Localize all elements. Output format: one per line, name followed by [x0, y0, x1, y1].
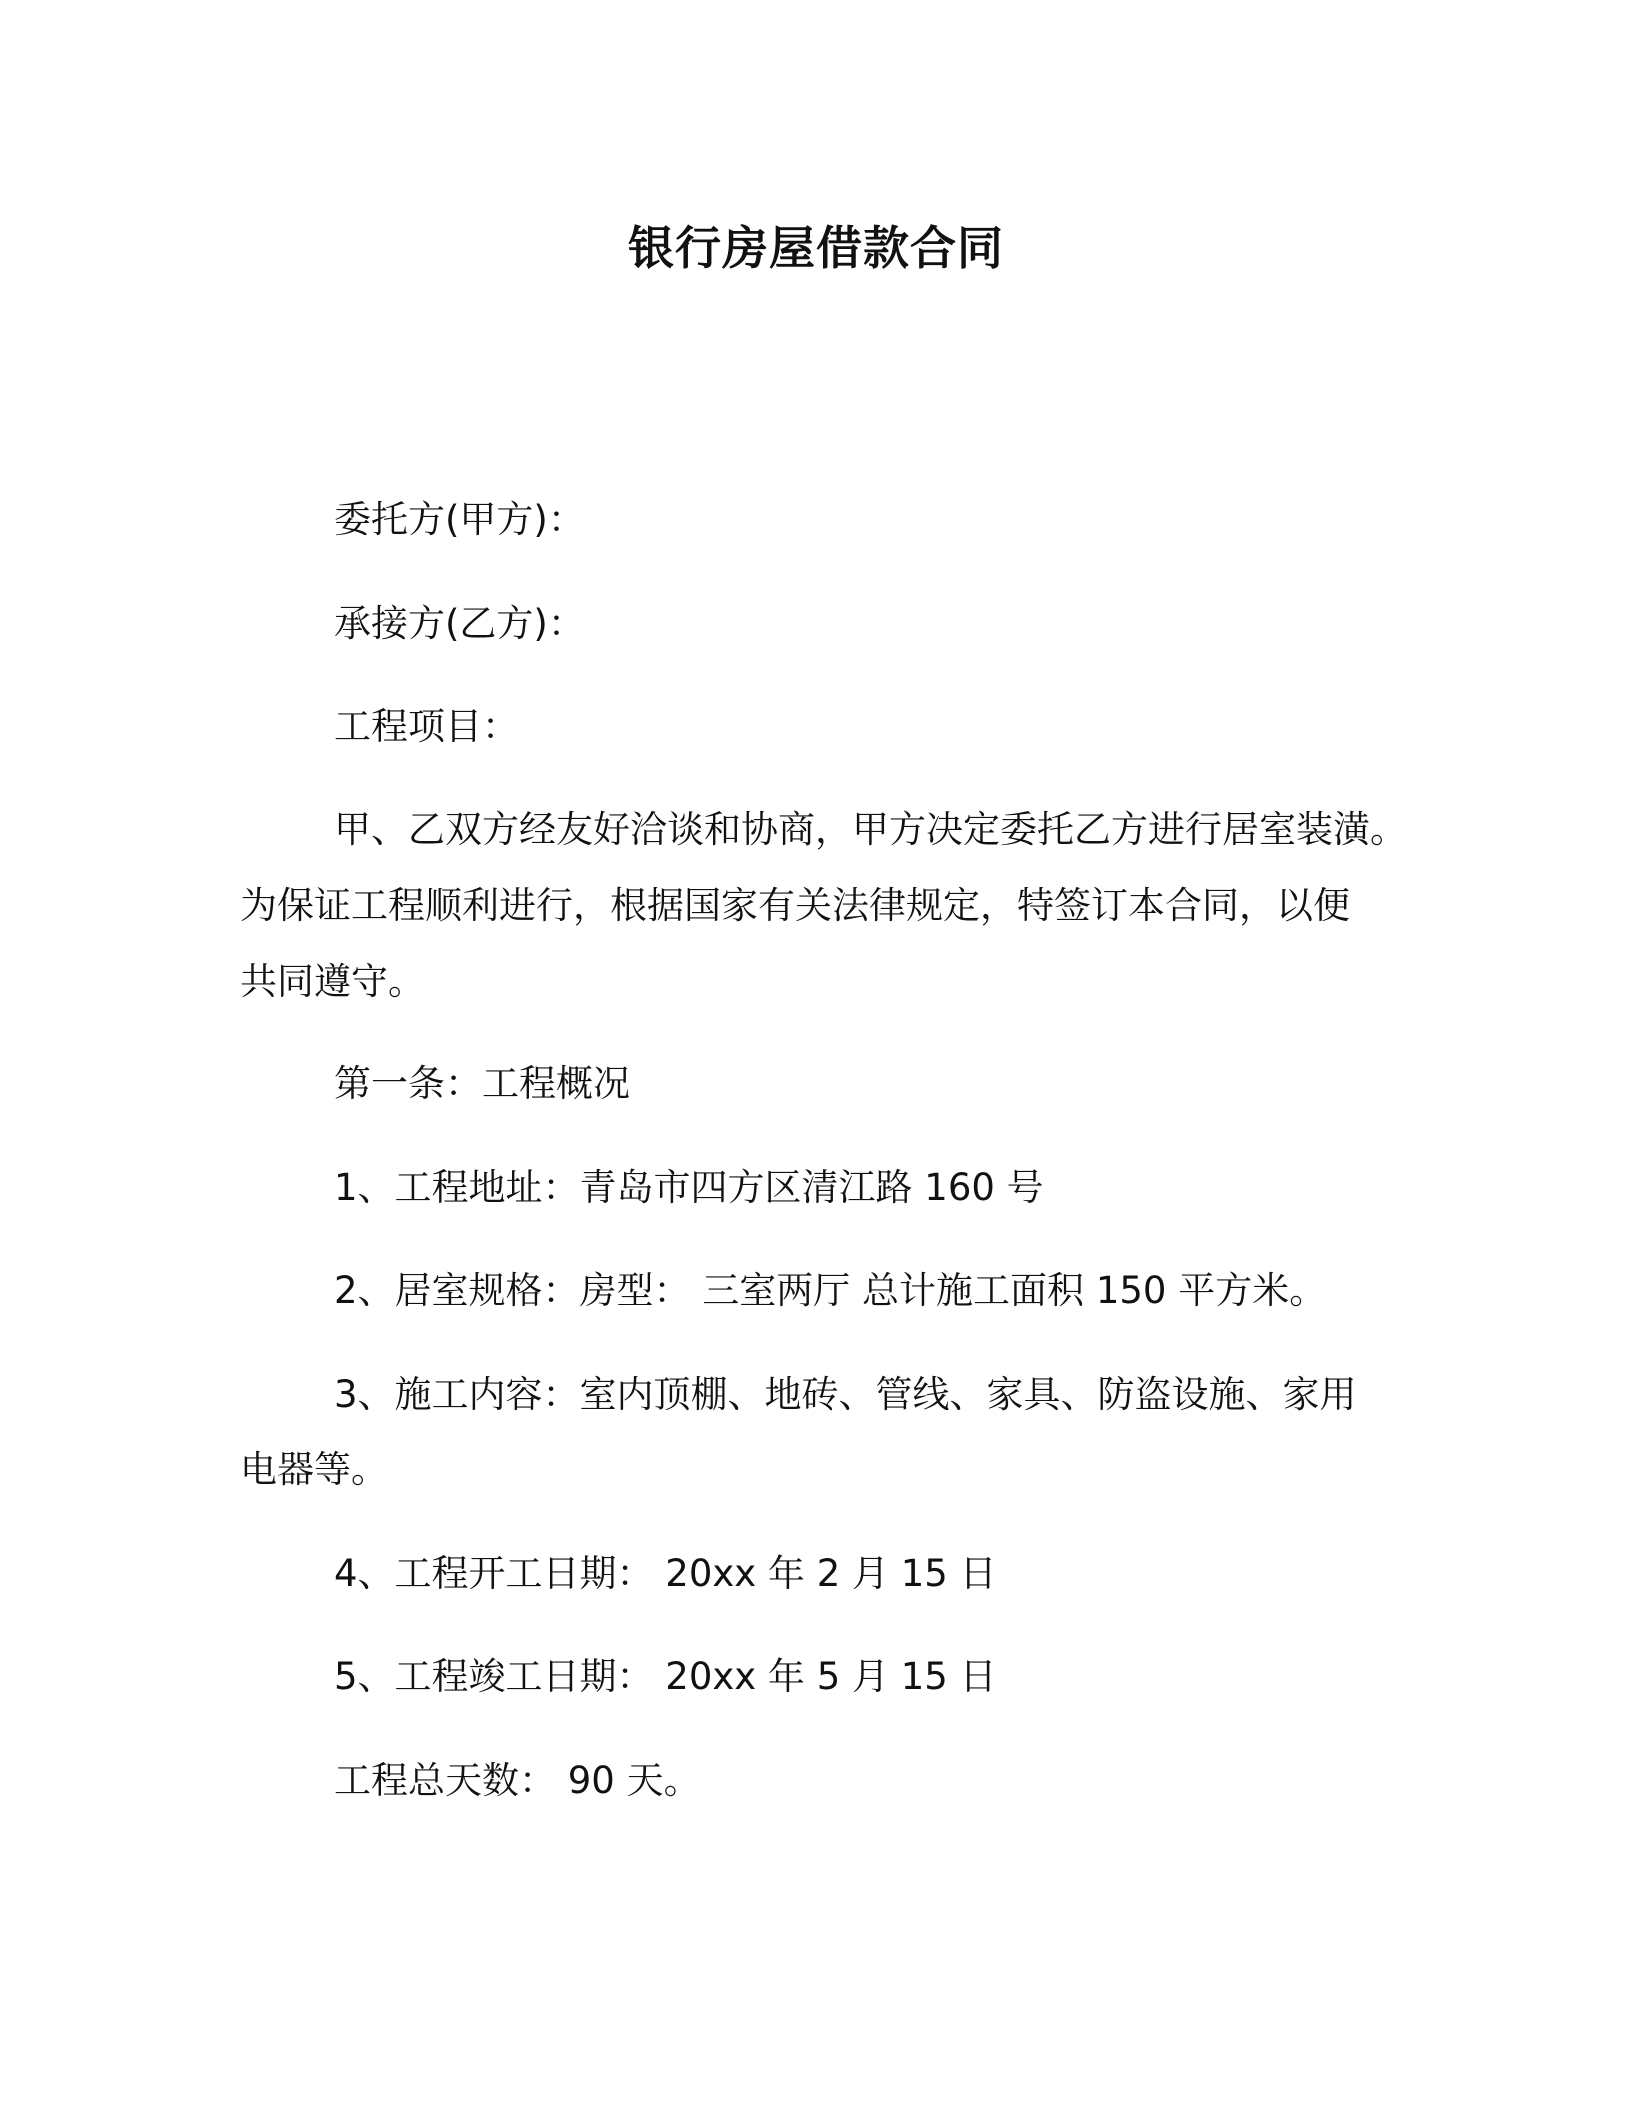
item-start-date: 4、工程开工日期： 20xx 年 2 月 15 日: [334, 1552, 997, 1595]
intro-line-2: 为保证工程顺利进行，根据国家有关法律规定，特签订本合同，以便: [240, 884, 1350, 927]
intro-line-3: 共同遵守。: [240, 960, 425, 1003]
party-b-line: 承接方(乙方)：: [334, 602, 585, 645]
intro-line-1: 甲、乙双方经友好洽谈和协商，甲方决定委托乙方进行居室装潢。: [334, 808, 1407, 851]
article-1-heading: 第一条：工程概况: [334, 1062, 630, 1105]
party-a-line: 委托方(甲方)：: [334, 498, 585, 541]
project-line: 工程项目：: [334, 705, 519, 748]
item-content-line-2: 电器等。: [240, 1448, 388, 1491]
item-address: 1、工程地址：青岛市四方区清江路 160 号: [334, 1166, 1044, 1209]
item-total-days: 工程总天数： 90 天。: [334, 1759, 701, 1802]
item-end-date: 5、工程竣工日期： 20xx 年 5 月 15 日: [334, 1655, 997, 1698]
item-content-line-1: 3、施工内容：室内顶棚、地砖、管线、家具、防盗设施、家用: [334, 1373, 1357, 1416]
document-title: 银行房屋借款合同: [628, 221, 1004, 275]
item-spec: 2、居室规格：房型： 三室两厅 总计施工面积 150 平方米。: [334, 1269, 1327, 1312]
